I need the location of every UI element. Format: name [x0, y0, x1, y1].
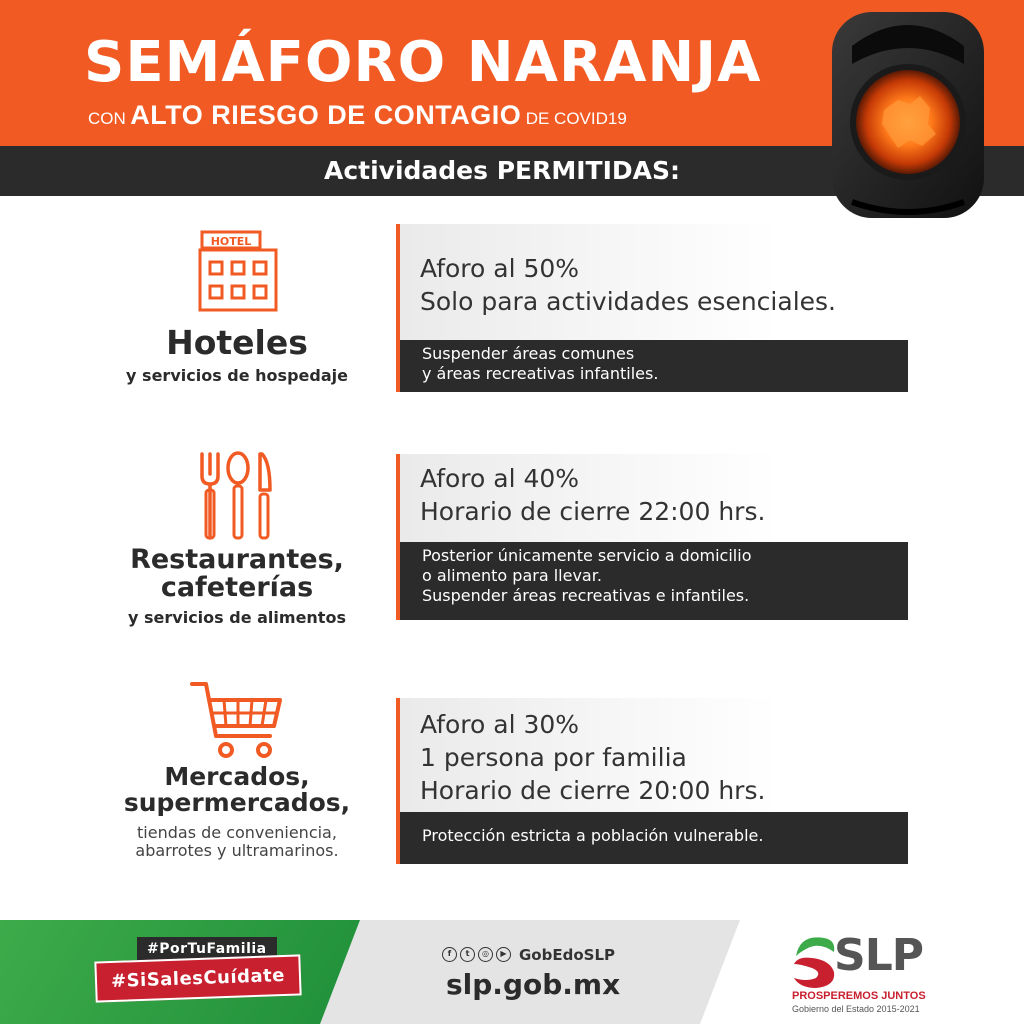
rule-lines: [420, 462, 765, 528]
category-subtitle: [100, 824, 374, 859]
category-subtitle: [100, 366, 374, 385]
category-subtitle-line: y servicios de alimentos: [128, 608, 346, 627]
note-line: Posterior únicamente servicio a domicilio: [422, 546, 752, 565]
social-icons: [442, 947, 511, 962]
hotel-sign-label: HOTEL: [210, 235, 252, 248]
social-handle[interactable]: GobEdoSLP: [519, 946, 615, 964]
page-subtitle: [88, 100, 627, 131]
rule-line: Solo para actividades esenciales.: [420, 287, 836, 316]
subtitle-main: ALTO RIESGO DE CONTAGIO: [130, 100, 522, 130]
rule-lines: [420, 708, 765, 807]
note-line: o alimento para llevar.: [422, 566, 602, 585]
rule-line: Aforo al 50%: [420, 254, 580, 283]
rule-line: Horario de cierre 20:00 hrs.: [420, 776, 766, 805]
note-line: y áreas recreativas infantiles.: [422, 364, 659, 383]
page-title: SEMÁFORO NARANJA: [84, 30, 762, 95]
rule-note: [396, 812, 908, 864]
section-heading: Actividades PERMITIDAS:: [323, 156, 681, 185]
category-title-line: Restaurantes,: [130, 544, 344, 575]
rule-lines: [420, 252, 836, 318]
category-subtitle-line: abarrotes y ultramarinos.: [135, 840, 339, 860]
rule-card: [396, 224, 908, 392]
twitter-icon[interactable]: t: [460, 947, 475, 962]
rule-card: [396, 698, 908, 864]
category-title-line: cafeterías: [160, 572, 314, 604]
hotel-icon: [196, 228, 280, 314]
facebook-icon[interactable]: f: [442, 947, 457, 962]
slogan: PROSPEREMOS JUNTOS: [792, 990, 926, 1002]
hashtag-si-sales-cuidate: #SiSalesCuídate: [94, 954, 301, 1002]
note-line: Suspender áreas recreativas e infantiles.: [422, 586, 750, 605]
government-label: Gobierno del Estado 2015-2021: [792, 1004, 920, 1014]
category-title-line: Mercados,: [164, 762, 310, 791]
shopping-cart-icon: [188, 678, 286, 762]
category-title-line: supermercados,: [123, 788, 351, 818]
note-line: Protección estricta a población vulnerable.: [422, 826, 764, 845]
category-title: [100, 764, 374, 817]
rule-line: 1 persona por familia: [420, 743, 687, 772]
rule-line: Aforo al 30%: [420, 710, 580, 739]
hashtag-por-tu-familia: #PorTuFamilia: [137, 937, 277, 961]
rule-note: [396, 542, 908, 620]
category-title-line: Hoteles: [166, 323, 308, 362]
youtube-icon[interactable]: ▶: [496, 947, 511, 962]
website-link[interactable]: slp.gob.mx: [446, 968, 621, 1001]
rule-card: [396, 454, 908, 620]
rule-line: Horario de cierre 22:00 hrs.: [420, 497, 766, 526]
rule-line: Aforo al 40%: [420, 464, 580, 493]
traffic-light-icon: [832, 12, 984, 218]
note-line: Suspender áreas comunes: [422, 344, 635, 363]
instagram-icon[interactable]: ◎: [478, 947, 493, 962]
cutlery-icon: [196, 450, 276, 542]
category-title: [100, 546, 374, 603]
category-subtitle-line: tiendas de conveniencia,: [137, 823, 337, 842]
category-subtitle: [100, 608, 374, 627]
rule-note: [396, 340, 908, 392]
category-subtitle-line: y servicios de hospedaje: [126, 366, 348, 385]
subtitle-prefix: CON: [88, 109, 126, 128]
category-title: [100, 323, 374, 362]
subtitle-suffix: DE COVID19: [525, 109, 627, 128]
slp-logo-text: SLP: [834, 930, 923, 981]
